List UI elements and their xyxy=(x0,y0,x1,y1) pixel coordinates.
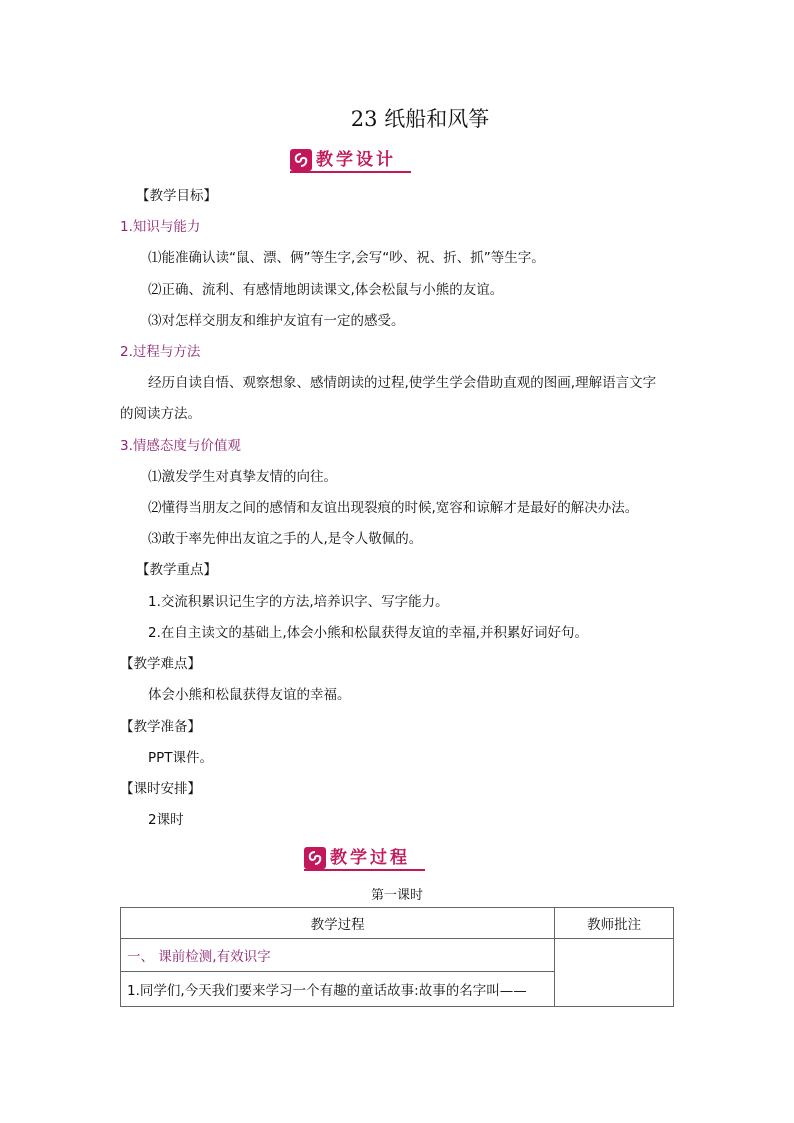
section1-heading: 1.知识与能力 xyxy=(120,219,201,235)
section1-item: ⑵正确、流利、有感情地朗读课文,体会松鼠与小熊的友谊。 xyxy=(148,282,504,298)
key-point-item: 1.交流积累识记生字的方法,培养识字、写字能力。 xyxy=(148,594,449,610)
section3-heading: 3.情感态度与价值观 xyxy=(120,438,241,454)
difficulty-heading: 【教学难点】 xyxy=(120,656,201,672)
section1-item: ⑴能准确认读“鼠、漂、俩”等生字,会写“吵、祝、折、抓”等生字。 xyxy=(148,250,545,266)
preparation-heading: 【教学准备】 xyxy=(120,719,201,735)
section2-paragraph-line: 的阅读方法。 xyxy=(120,406,201,422)
header-cell-notes: 教师批注 xyxy=(555,908,674,939)
process-cell xyxy=(121,939,555,1007)
teaching-process-banner xyxy=(304,846,425,870)
key-points-heading: 【教学重点】 xyxy=(136,562,217,578)
table-header-row xyxy=(121,908,674,939)
section2-paragraph-line: 经历自读自悟、观察想象、感情朗读的过程,使学生学会借助直观的图画,理解语言文字 xyxy=(148,375,657,391)
banner-underline xyxy=(290,171,411,173)
swirl-logo-icon xyxy=(290,149,312,171)
swirl-logo-icon xyxy=(304,847,326,869)
section1-item: ⑶对怎样交朋友和维护友谊有一定的感受。 xyxy=(148,313,405,329)
first-lesson-label: 第一课时 xyxy=(370,888,423,903)
difficulty-text: 体会小熊和松鼠获得友谊的幸福。 xyxy=(148,687,351,703)
section3-item: ⑶敢于率先伸出友谊之手的人,是令人敬佩的。 xyxy=(148,531,423,547)
section2-heading: 2.过程与方法 xyxy=(120,344,201,360)
section3-item: ⑴激发学生对真挚友情的向往。 xyxy=(148,469,337,485)
section3-item: ⑵懂得当朋友之间的感情和友谊出现裂痕的时候,宽容和谅解才是最好的解决办法。 xyxy=(148,500,639,516)
schedule-heading: 【课时安排】 xyxy=(120,781,201,797)
lesson-table xyxy=(120,907,674,1007)
objectives-heading: 【教学目标】 xyxy=(136,188,217,204)
notes-cell xyxy=(555,939,674,1007)
row-text: 1.同学们,今天我们要来学习一个有趣的童话故事:故事的名字叫—— xyxy=(127,983,527,999)
banner-label: 教学设计 xyxy=(316,150,396,170)
header-cell-process: 教学过程 xyxy=(121,908,555,939)
banner-underline xyxy=(304,869,425,871)
lesson-title: 23 纸船和风筝 xyxy=(350,107,490,131)
row-heading: 一、 课前检测,有效识字 xyxy=(121,939,554,972)
preparation-text: PPT课件。 xyxy=(148,750,214,766)
teaching-design-banner xyxy=(290,148,411,172)
key-point-item: 2.在自主读文的基础上,体会小熊和松鼠获得友谊的幸福,并积累好词好句。 xyxy=(148,625,588,641)
banner-label: 教学过程 xyxy=(330,848,410,868)
schedule-text: 2课时 xyxy=(148,812,184,828)
table-row xyxy=(121,939,674,1007)
